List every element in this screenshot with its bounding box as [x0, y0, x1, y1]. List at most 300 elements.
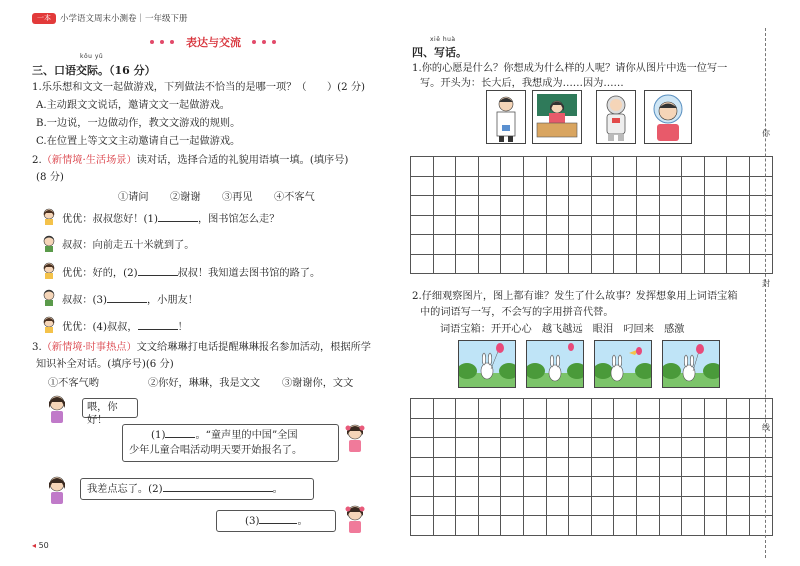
grid-cell[interactable]: [569, 235, 592, 255]
grid-cell[interactable]: [411, 457, 434, 477]
grid-cell[interactable]: [456, 196, 479, 216]
grid-cell[interactable]: [501, 399, 524, 419]
grid-cell[interactable]: [411, 438, 434, 458]
answer-blank[interactable]: [163, 482, 273, 492]
grid-cell[interactable]: [478, 477, 501, 497]
man-avatar-icon: [40, 288, 58, 306]
grid-cell[interactable]: [456, 235, 479, 255]
grid-cell[interactable]: [614, 176, 637, 196]
bubble-wenwen-2: [216, 510, 336, 532]
grid-cell[interactable]: [501, 496, 524, 516]
grid-cell[interactable]: [523, 516, 546, 536]
grid-cell[interactable]: [478, 496, 501, 516]
grid-cell[interactable]: [546, 235, 569, 255]
grid-cell[interactable]: [591, 457, 614, 477]
answer-blank[interactable]: [138, 266, 178, 276]
grid-cell[interactable]: [749, 157, 772, 177]
grid-cell[interactable]: [569, 399, 592, 419]
writing-grid-1[interactable]: [410, 156, 773, 274]
grid-cell[interactable]: [478, 418, 501, 438]
grid-cell[interactable]: [749, 496, 772, 516]
grid-cell[interactable]: [433, 235, 456, 255]
grid-cell[interactable]: [659, 418, 682, 438]
grid-cell[interactable]: [433, 496, 456, 516]
grid-row: [411, 215, 773, 235]
writing-grid-2[interactable]: [410, 398, 773, 536]
grid-cell[interactable]: [569, 516, 592, 536]
grid-cell[interactable]: [727, 157, 750, 177]
grid-cell[interactable]: [659, 215, 682, 235]
grid-cell[interactable]: [614, 438, 637, 458]
grid-cell[interactable]: [591, 418, 614, 438]
decor-dot: [150, 40, 154, 44]
grid-cell[interactable]: [727, 496, 750, 516]
grid-cell[interactable]: [433, 399, 456, 419]
grid-cell[interactable]: [636, 196, 659, 216]
grid-cell[interactable]: [704, 496, 727, 516]
q2-choice-1: ①请问: [118, 192, 149, 203]
grid-cell[interactable]: [523, 418, 546, 438]
grid-cell[interactable]: [456, 176, 479, 196]
grid-cell[interactable]: [614, 157, 637, 177]
grid-cell[interactable]: [749, 516, 772, 536]
grid-cell[interactable]: [478, 254, 501, 274]
grid-cell[interactable]: [478, 235, 501, 255]
grid-cell[interactable]: [433, 516, 456, 536]
grid-cell[interactable]: [501, 215, 524, 235]
dialog-line-5: [62, 320, 188, 334]
bubble-text: (1): [151, 430, 166, 441]
grid-cell[interactable]: [546, 196, 569, 216]
grid-cell[interactable]: [636, 254, 659, 274]
grid-cell[interactable]: [591, 196, 614, 216]
linlin-avatar-icon: [44, 474, 70, 504]
teacher-picture: [532, 90, 582, 144]
grid-cell[interactable]: [704, 176, 727, 196]
grid-cell[interactable]: [591, 516, 614, 536]
grid-cell[interactable]: [682, 176, 705, 196]
grid-row: [411, 176, 773, 196]
grid-cell[interactable]: [614, 457, 637, 477]
decor-dot: [262, 40, 266, 44]
grid-cell[interactable]: [704, 516, 727, 536]
grid-cell[interactable]: [433, 176, 456, 196]
grid-cell[interactable]: [682, 477, 705, 497]
decor-dot: [272, 40, 276, 44]
grid-row: [411, 496, 773, 516]
man-avatar-icon: [40, 234, 58, 252]
grid-cell[interactable]: [433, 157, 456, 177]
grid-row: [411, 516, 773, 536]
grid-cell[interactable]: [682, 157, 705, 177]
grid-cell[interactable]: [727, 418, 750, 438]
grid-cell[interactable]: [546, 418, 569, 438]
grid-cell[interactable]: [501, 157, 524, 177]
grid-cell[interactable]: [411, 157, 434, 177]
q1-option-b: B.一边说，一边做动作，教文文游戏的规则。: [36, 118, 241, 129]
pilot-picture: [644, 90, 692, 144]
grid-cell[interactable]: [411, 215, 434, 235]
grid-cell[interactable]: [478, 516, 501, 536]
dialog-text: ，小朋友！: [147, 295, 198, 306]
grid-cell[interactable]: [456, 399, 479, 419]
grid-cell[interactable]: [523, 157, 546, 177]
grid-cell[interactable]: [659, 516, 682, 536]
grid-cell[interactable]: [411, 418, 434, 438]
grid-cell[interactable]: [411, 235, 434, 255]
decor-dot: [252, 40, 256, 44]
grid-cell[interactable]: [636, 235, 659, 255]
grid-cell[interactable]: [704, 254, 727, 274]
dialog-text: 优优：好的，(2): [62, 268, 138, 279]
grid-cell[interactable]: [659, 477, 682, 497]
grid-cell[interactable]: [659, 399, 682, 419]
grid-cell[interactable]: [682, 418, 705, 438]
dialog-line-3: [62, 266, 320, 280]
grid-cell[interactable]: [749, 457, 772, 477]
grid-cell[interactable]: [682, 235, 705, 255]
grid-cell[interactable]: [591, 215, 614, 235]
grid-cell[interactable]: [569, 215, 592, 235]
grid-cell[interactable]: [501, 418, 524, 438]
q2-choice-2: ②谢谢: [170, 192, 201, 203]
bubble-text: 。: [297, 516, 308, 527]
grid-cell[interactable]: [727, 176, 750, 196]
pinyin-kouyu: kǒu yǔ: [80, 53, 104, 60]
grid-cell[interactable]: [614, 496, 637, 516]
grid-cell[interactable]: [636, 399, 659, 419]
grid-cell[interactable]: [478, 157, 501, 177]
grid-cell[interactable]: [523, 215, 546, 235]
w1-stem-line2: 写。开头为：长大后，我想成为……因为……: [420, 78, 624, 89]
grid-cell[interactable]: [704, 438, 727, 458]
grid-cell[interactable]: [478, 196, 501, 216]
grid-cell[interactable]: [569, 254, 592, 274]
grid-cell[interactable]: [591, 254, 614, 274]
grid-cell[interactable]: [749, 399, 772, 419]
dialog-text: 叔叔！我知道去图书馆的路了。: [177, 268, 321, 279]
story-picture-2: [526, 340, 584, 388]
dialog-line-2: 叔叔：向前走五十米就到了。: [62, 240, 195, 251]
grid-cell[interactable]: [456, 516, 479, 536]
grid-cell[interactable]: [433, 418, 456, 438]
grid-cell[interactable]: [636, 516, 659, 536]
grid-cell[interactable]: [659, 176, 682, 196]
grid-cell[interactable]: [411, 196, 434, 216]
grid-cell[interactable]: [704, 418, 727, 438]
grid-cell[interactable]: [456, 457, 479, 477]
grid-cell[interactable]: [659, 438, 682, 458]
grid-cell[interactable]: [411, 516, 434, 536]
grid-cell[interactable]: [749, 196, 772, 216]
grid-cell[interactable]: [569, 157, 592, 177]
grid-cell[interactable]: [704, 235, 727, 255]
q2-choice-4: ④不客气: [274, 192, 315, 203]
grid-cell[interactable]: [749, 477, 772, 497]
grid-cell[interactable]: [569, 457, 592, 477]
grid-cell[interactable]: [591, 235, 614, 255]
section3-title: 三、口语交际。（16 分）: [32, 64, 156, 77]
grid-cell[interactable]: [636, 215, 659, 235]
grid-cell[interactable]: [569, 418, 592, 438]
dialog-line-1: [62, 212, 279, 226]
spine-char: 你: [762, 129, 770, 138]
dialog-text: 优优：叔叔您好！(1): [62, 214, 158, 225]
grid-cell[interactable]: [682, 457, 705, 477]
grid-cell[interactable]: [749, 176, 772, 196]
grid-cell[interactable]: [636, 157, 659, 177]
grid-cell[interactable]: [478, 176, 501, 196]
grid-cell[interactable]: [704, 477, 727, 497]
grid-cell[interactable]: [411, 496, 434, 516]
grid-cell[interactable]: [591, 157, 614, 177]
grid-cell[interactable]: [523, 254, 546, 274]
bubble-linlin-2: [80, 478, 314, 500]
q2-stem: [32, 154, 348, 167]
grid-cell[interactable]: [682, 496, 705, 516]
grid-cell[interactable]: [636, 457, 659, 477]
grid-cell[interactable]: [501, 457, 524, 477]
grid-cell[interactable]: [591, 399, 614, 419]
binding-line: [765, 28, 767, 558]
grid-row: [411, 157, 773, 177]
astronaut-picture: [596, 90, 636, 144]
grid-cell[interactable]: [546, 438, 569, 458]
grid-cell[interactable]: [659, 457, 682, 477]
grid-cell[interactable]: [569, 438, 592, 458]
answer-blank[interactable]: [259, 514, 297, 524]
grid-cell[interactable]: [546, 157, 569, 177]
grid-cell[interactable]: [682, 516, 705, 536]
story-picture-4: [662, 340, 720, 388]
grid-cell[interactable]: [456, 157, 479, 177]
grid-cell[interactable]: [749, 215, 772, 235]
grid-cell[interactable]: [501, 438, 524, 458]
grid-cell[interactable]: [591, 496, 614, 516]
grid-cell[interactable]: [636, 438, 659, 458]
grid-cell[interactable]: [682, 254, 705, 274]
grid-cell[interactable]: [749, 254, 772, 274]
grid-cell[interactable]: [727, 457, 750, 477]
grid-cell[interactable]: [523, 438, 546, 458]
dialog-text: ，图书馆怎么走？: [197, 214, 280, 225]
doctor-picture: [486, 90, 526, 144]
grid-cell[interactable]: [456, 438, 479, 458]
q3-choice-2: ②你好，琳琳，我是文文: [148, 378, 261, 389]
page-number-text: 50: [38, 541, 49, 550]
grid-cell[interactable]: [501, 196, 524, 216]
grid-cell[interactable]: [636, 418, 659, 438]
grid-cell[interactable]: [433, 215, 456, 235]
grid-cell[interactable]: [433, 438, 456, 458]
grid-cell[interactable]: [614, 418, 637, 438]
wenwen-avatar-icon: [342, 503, 368, 533]
answer-blank[interactable]: [158, 212, 198, 222]
q1-stem: 1.乐乐想和文文一起做游戏，下列做法不恰当的是哪一项？（ ）(2 分): [32, 82, 366, 93]
q3-number: 3.: [32, 342, 42, 353]
grid-cell[interactable]: [614, 196, 637, 216]
grid-cell[interactable]: [614, 215, 637, 235]
bubble-text: 。: [272, 484, 283, 495]
grid-cell[interactable]: [591, 438, 614, 458]
grid-cell[interactable]: [501, 235, 524, 255]
grid-cell[interactable]: [682, 438, 705, 458]
q3-stem: [32, 341, 371, 354]
grid-cell[interactable]: [456, 215, 479, 235]
grid-cell[interactable]: [523, 399, 546, 419]
grid-cell[interactable]: [411, 176, 434, 196]
grid-cell[interactable]: [523, 496, 546, 516]
spine-char: 线: [762, 423, 770, 432]
grid-cell[interactable]: [456, 496, 479, 516]
q3-instruction: 文文给琳琳打电话提醒琳琳报名参加活动，根据所学: [136, 342, 371, 353]
grid-cell[interactable]: [749, 235, 772, 255]
grid-cell[interactable]: [501, 254, 524, 274]
grid-row: [411, 254, 773, 274]
bubble-text: 我差点忘了。(2): [87, 484, 163, 495]
grid-cell[interactable]: [682, 399, 705, 419]
grid-cell[interactable]: [501, 516, 524, 536]
grid-cell[interactable]: [659, 196, 682, 216]
q3-score: 知识补全对话。(填序号)(6 分): [36, 359, 174, 370]
grid-cell[interactable]: [478, 399, 501, 419]
q2-instruction: 读对话，选择合适的礼貌用语填一填。(填序号): [136, 155, 349, 166]
grid-cell[interactable]: [411, 254, 434, 274]
grid-cell[interactable]: [704, 457, 727, 477]
grid-cell[interactable]: [501, 176, 524, 196]
grid-cell[interactable]: [546, 176, 569, 196]
grid-cell[interactable]: [614, 477, 637, 497]
grid-cell[interactable]: [704, 157, 727, 177]
grid-row: [411, 196, 773, 216]
grid-cell[interactable]: [456, 418, 479, 438]
grid-cell[interactable]: [727, 438, 750, 458]
grid-cell[interactable]: [569, 176, 592, 196]
grid-row: [411, 477, 773, 497]
bubble-wenwen-1: [122, 424, 339, 462]
grid-cell[interactable]: [411, 399, 434, 419]
grid-cell[interactable]: [478, 457, 501, 477]
dialog-text: ！: [177, 322, 188, 333]
dialog-line-4: [62, 293, 198, 307]
grid-cell[interactable]: [546, 254, 569, 274]
spine-char: 封: [762, 279, 770, 288]
grid-cell[interactable]: [659, 496, 682, 516]
grid-cell[interactable]: [546, 496, 569, 516]
grid-cell[interactable]: [636, 176, 659, 196]
grid-cell[interactable]: [523, 457, 546, 477]
grid-cell[interactable]: [727, 215, 750, 235]
grid-cell[interactable]: [569, 496, 592, 516]
grid-cell[interactable]: [433, 477, 456, 497]
grid-cell[interactable]: [659, 157, 682, 177]
dialog-text: 优优：(4)叔叔，: [62, 322, 138, 333]
grid-cell[interactable]: [411, 477, 434, 497]
grid-cell[interactable]: [569, 196, 592, 216]
grid-cell[interactable]: [727, 399, 750, 419]
story-picture-3: [594, 340, 652, 388]
grid-cell[interactable]: [704, 196, 727, 216]
dialog-text: 叔叔：(3): [62, 295, 107, 306]
q3-choice-1: ①不客气哟: [48, 378, 99, 389]
grid-cell[interactable]: [501, 477, 524, 497]
linlin-avatar-icon: [44, 393, 70, 423]
decor-dot: [170, 40, 174, 44]
grid-row: [411, 235, 773, 255]
grid-cell[interactable]: [614, 399, 637, 419]
grid-cell[interactable]: [636, 496, 659, 516]
girl-avatar-icon: [40, 207, 58, 225]
grid-cell[interactable]: [546, 457, 569, 477]
grid-cell[interactable]: [546, 516, 569, 536]
bubble-text-line: [217, 511, 335, 528]
answer-blank[interactable]: [138, 320, 178, 330]
bubble-text: (3): [245, 516, 260, 527]
grid-cell[interactable]: [591, 477, 614, 497]
w2-stem-line2: 中的词语写一写，不会写的字用拼音代替。: [420, 307, 614, 318]
bubble-text: 喂，你好！: [87, 402, 118, 426]
bubble-text-line: [81, 479, 313, 499]
decor-dot: [160, 40, 164, 44]
grid-cell[interactable]: [659, 254, 682, 274]
q2-tag: （新情境·生活场景）: [41, 155, 137, 166]
grid-row: [411, 457, 773, 477]
grid-cell[interactable]: [704, 215, 727, 235]
grid-cell[interactable]: [591, 176, 614, 196]
grid-cell[interactable]: [456, 254, 479, 274]
grid-cell[interactable]: [727, 235, 750, 255]
grid-cell[interactable]: [546, 215, 569, 235]
grid-cell[interactable]: [433, 254, 456, 274]
grid-cell[interactable]: [682, 215, 705, 235]
grid-cell[interactable]: [727, 196, 750, 216]
grid-cell[interactable]: [523, 196, 546, 216]
grid-row: [411, 418, 773, 438]
grid-cell[interactable]: [749, 438, 772, 458]
word-treasure-box: 词语宝箱：开开心心 越飞越远 眼泪 叼回来 感激: [440, 324, 685, 335]
grid-cell[interactable]: [727, 254, 750, 274]
grid-cell[interactable]: [636, 477, 659, 497]
grid-cell[interactable]: [614, 235, 637, 255]
grid-cell[interactable]: [727, 477, 750, 497]
grid-cell[interactable]: [546, 399, 569, 419]
grid-cell[interactable]: [614, 254, 637, 274]
grid-cell[interactable]: [704, 399, 727, 419]
grid-cell[interactable]: [478, 215, 501, 235]
answer-blank[interactable]: [165, 428, 195, 438]
series-badge: 一本: [32, 13, 56, 24]
grid-cell[interactable]: [523, 235, 546, 255]
answer-blank[interactable]: [107, 293, 147, 303]
grid-cell[interactable]: [523, 477, 546, 497]
grid-cell[interactable]: [727, 516, 750, 536]
grid-cell[interactable]: [433, 457, 456, 477]
grid-cell[interactable]: [546, 477, 569, 497]
grid-cell[interactable]: [659, 235, 682, 255]
grid-cell[interactable]: [569, 477, 592, 497]
grid-cell[interactable]: [433, 196, 456, 216]
series-title: 小学语文周末小测卷｜一年级下册: [60, 14, 188, 24]
grid-cell[interactable]: [682, 196, 705, 216]
pinyin-xiehua: xiě huà: [430, 36, 456, 43]
grid-cell[interactable]: [456, 477, 479, 497]
q1-option-c: C.在位置上等文文主动邀请自己一起做游戏。: [36, 136, 241, 147]
wenwen-avatar-icon: [342, 422, 368, 452]
grid-cell[interactable]: [523, 176, 546, 196]
q2-score: (8 分): [36, 172, 64, 183]
grid-cell[interactable]: [478, 438, 501, 458]
grid-cell[interactable]: [614, 516, 637, 536]
